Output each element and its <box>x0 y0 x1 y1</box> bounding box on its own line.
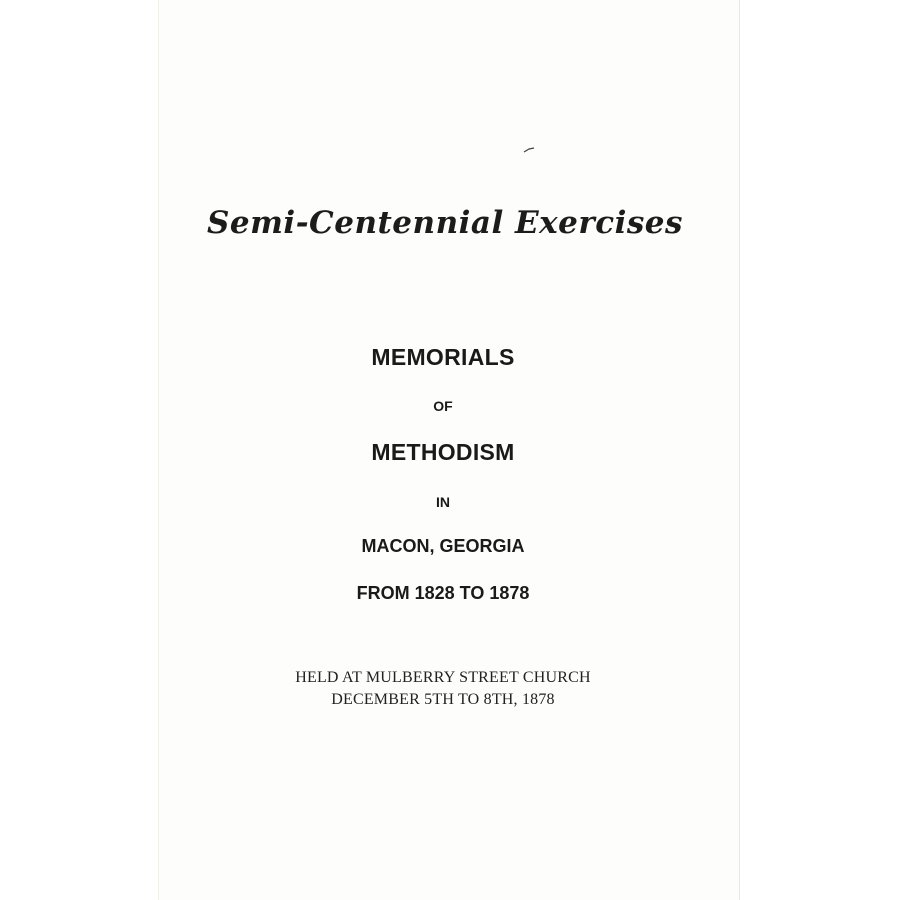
title-location: MACON, GEORGIA <box>361 536 525 556</box>
title-in: IN <box>436 494 450 510</box>
dates-held-line: DECEMBER 5TH TO 8TH, 1878 <box>331 691 555 708</box>
title-date-range: FROM 1828 TO 1878 <box>356 583 530 603</box>
title-methodism: METHODISM <box>371 439 515 465</box>
ink-fleck <box>523 147 535 153</box>
venue-line: HELD AT MULBERRY STREET CHURCH <box>295 669 591 686</box>
title-of: OF <box>433 398 453 414</box>
title-memorials: MEMORIALS <box>371 344 515 370</box>
series-title: Semi-Centennial Exercises <box>207 205 683 241</box>
